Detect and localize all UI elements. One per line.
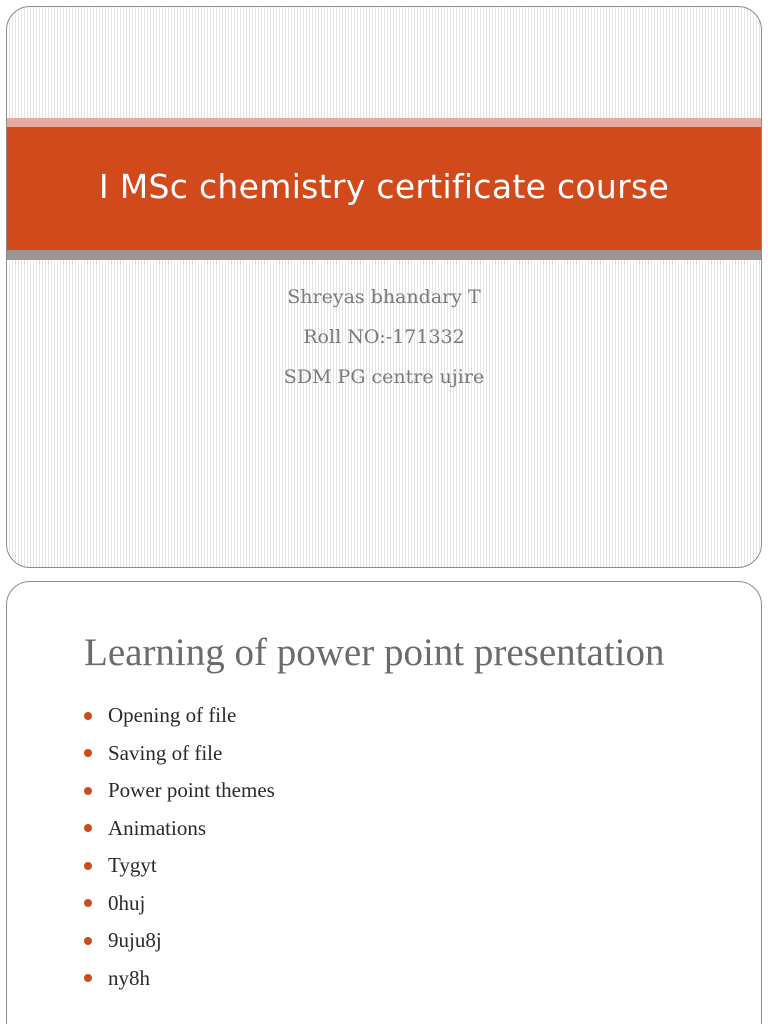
- list-item: [84, 697, 275, 735]
- bullet-icon: [84, 787, 92, 795]
- accent-stripe: [7, 118, 761, 127]
- list-item-text: Animations: [108, 815, 206, 840]
- list-item-text: Power point themes: [108, 778, 275, 802]
- list-item: [84, 772, 275, 810]
- bullet-icon: [84, 899, 92, 907]
- list-item-text: ny8h: [108, 965, 150, 990]
- list-item-text: Opening of file: [108, 703, 237, 727]
- author-name: Shreyas bhandary T: [287, 286, 481, 308]
- list-item: [84, 922, 275, 960]
- list-item-text: Saving of file: [108, 740, 223, 765]
- list-item: [84, 735, 275, 773]
- list-item-text: 9uju8j: [108, 928, 162, 952]
- list-item-text: 0huj: [108, 890, 146, 915]
- divider-stripe: [7, 250, 761, 260]
- list-item: [84, 885, 275, 923]
- bullet-icon: [84, 749, 92, 757]
- bullet-icon: [84, 712, 92, 720]
- list-item: [84, 810, 275, 848]
- bullet-icon: [84, 974, 92, 982]
- roll-number: Roll NO:-171332: [303, 326, 465, 348]
- bullet-icon: [84, 824, 92, 832]
- bullet-icon: [84, 937, 92, 945]
- list-item: [84, 960, 275, 998]
- bullet-icon: [84, 862, 92, 870]
- list-item-text: Tygyt: [108, 853, 157, 877]
- content-slide: [6, 581, 762, 1024]
- slide-heading: Learning of power point presentation: [84, 631, 665, 674]
- bullet-list: [84, 697, 275, 997]
- title-slide: [6, 6, 762, 568]
- slide-title: I MSc chemistry certificate course: [98, 167, 670, 206]
- institution: SDM PG centre ujire: [283, 366, 485, 388]
- subtitle-block: [7, 277, 761, 397]
- list-item: [84, 847, 275, 885]
